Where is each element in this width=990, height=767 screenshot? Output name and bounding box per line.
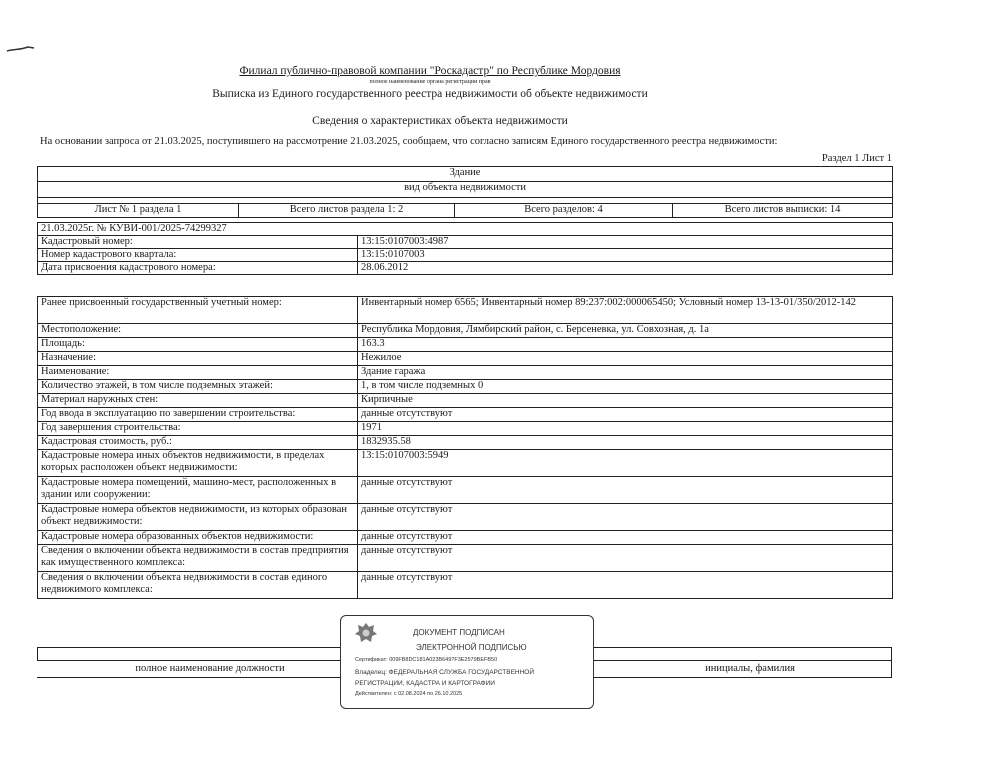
row-value: Здание гаража (358, 366, 893, 380)
row-label: Сведения о включении объекта недвижимости в состав единого недвижимого комплекса: (38, 572, 358, 599)
ident-table (37, 222, 893, 275)
table-row (38, 297, 893, 324)
row-value: Инвентарный номер 6565; Инвентарный номер 89:237:002:000065450; Условный номер 13-13-01/350/2012-142 (358, 297, 893, 324)
row-label: Кадастровые номера иных объектов недвижимости, в пределах которых расположен объект недвижимости: (38, 450, 358, 477)
signature-right-edge (891, 647, 892, 677)
document-subtitle: Сведения о характеристиках объекта недвижимости (312, 115, 568, 127)
row-label: Ранее присвоенный государственный учетный номер: (38, 297, 358, 324)
row-label: Материал наружных стен: (38, 394, 358, 408)
row-label: Сведения о включении объекта недвижимости в состав предприятия как имущественного комплекса: (38, 545, 358, 572)
table-row (38, 545, 893, 572)
row-label: Площадь: (38, 338, 358, 352)
row-value: 13:15:0107003:4987 (358, 236, 893, 249)
section-sheet-label: Раздел 1 Лист 1 (821, 153, 892, 164)
total-extract-sheets: Всего листов выписки: 14 (673, 204, 893, 218)
stamp-title-2: ЭЛЕКТРОННОЙ ПОДПИСЬЮ (416, 643, 527, 652)
position-caption: полное наименование должности (135, 663, 285, 674)
row-value: 1971 (358, 422, 893, 436)
table-row (38, 249, 893, 262)
object-type: Здание (38, 167, 893, 182)
request-basis: На основании запроса от 21.03.2025, поступившего на рассмотрение 21.03.2025, сообщаем, что согласно записям Единого государственного реестра недвижимости: (40, 136, 778, 147)
table-row (38, 504, 893, 531)
table-row (38, 436, 893, 450)
row-label: Кадастровые номера образованных объектов недвижимости: (38, 531, 358, 545)
table-row (38, 236, 893, 249)
table-row (38, 394, 893, 408)
row-value: данные отсутствуют (358, 572, 893, 599)
row-value: Нежилое (358, 352, 893, 366)
row-label: Дата присвоения кадастрового номера: (38, 262, 358, 275)
table-row (38, 408, 893, 422)
stamp-owner: Владелец: ФЕДЕРАЛЬНАЯ СЛУЖБА ГОСУДАРСТВЕННОЙ (355, 669, 535, 676)
stamp-certificate: Сертификат: 009FB8DC181A023B649?F3E2579BEFB50 (355, 657, 498, 663)
table-row (38, 324, 893, 338)
table-row (38, 422, 893, 436)
row-value: данные отсутствуют (358, 531, 893, 545)
scan-mark (6, 44, 36, 54)
table-row (38, 262, 893, 275)
signature-left-edge (37, 647, 38, 660)
row-value: Республика Мордовия, Лямбирский район, с. Берсеневка, ул. Совхозная, д. 1а (358, 324, 893, 338)
row-value: данные отсутствуют (358, 504, 893, 531)
table-row (38, 338, 893, 352)
row-value: 13:15:0107003:5949 (358, 450, 893, 477)
row-value: данные отсутствуют (358, 477, 893, 504)
table-row (38, 572, 893, 599)
row-label: Местоположение: (38, 324, 358, 338)
row-value: 163.3 (358, 338, 893, 352)
sheet-number: Лист № 1 раздела 1 (38, 204, 239, 218)
table-row (38, 531, 893, 545)
row-label: Год завершения строительства: (38, 422, 358, 436)
table-row (38, 477, 893, 504)
stamp-owner-2: РЕГИСТРАЦИИ, КАДАСТРА И КАРТОГРАФИИ (355, 680, 495, 687)
stamp-validity: Действителен: с 02.08.2024 по 26.10.2025 (355, 691, 463, 697)
row-label: Наименование: (38, 366, 358, 380)
row-label: Количество этажей, в том числе подземных этажей: (38, 380, 358, 394)
row-label: Кадастровые номера объектов недвижимости, из которых образован объект недвижимости: (38, 504, 358, 531)
initials-caption: инициалы, фамилия (705, 663, 795, 674)
object-type-table (37, 166, 893, 218)
details-table (37, 296, 893, 599)
row-value: данные отсутствуют (358, 408, 893, 422)
extract-date-number: 21.03.2025г. № КУВИ-001/2025-74299327 (38, 223, 893, 236)
row-label: Назначение: (38, 352, 358, 366)
row-value: данные отсутствуют (358, 545, 893, 572)
total-section-sheets: Всего листов раздела 1: 2 (239, 204, 455, 218)
table-row (38, 380, 893, 394)
row-label: Номер кадастрового квартала: (38, 249, 358, 262)
row-value: 28.06.2012 (358, 262, 893, 275)
org-caption: полное наименование органа регистрации прав (369, 79, 491, 85)
row-value: 1832935.58 (358, 436, 893, 450)
e-signature-stamp (340, 615, 594, 709)
row-value: 13:15:0107003 (358, 249, 893, 262)
table-row (38, 450, 893, 477)
stamp-title: ДОКУМЕНТ ПОДПИСАН (413, 628, 505, 637)
document-title: Выписка из Единого государственного реестра недвижимости об объекте недвижимости (212, 88, 648, 100)
object-type-caption: вид объекта недвижимости (38, 182, 893, 198)
total-sections: Всего разделов: 4 (455, 204, 673, 218)
table-row (38, 366, 893, 380)
row-value: 1, в том числе подземных 0 (358, 380, 893, 394)
row-label: Год ввода в эксплуатацию по завершении строительства: (38, 408, 358, 422)
row-label: Кадастровые номера помещений, машино-мест, расположенных в здании или сооружении: (38, 477, 358, 504)
table-row (38, 352, 893, 366)
row-value: Кирпичные (358, 394, 893, 408)
row-label: Кадастровая стоимость, руб.: (38, 436, 358, 450)
org-name: Филиал публично-правовой компании "Роскадастр" по Республике Мордовия (239, 65, 621, 77)
coat-of-arms-icon (353, 620, 379, 646)
row-label: Кадастровый номер: (38, 236, 358, 249)
